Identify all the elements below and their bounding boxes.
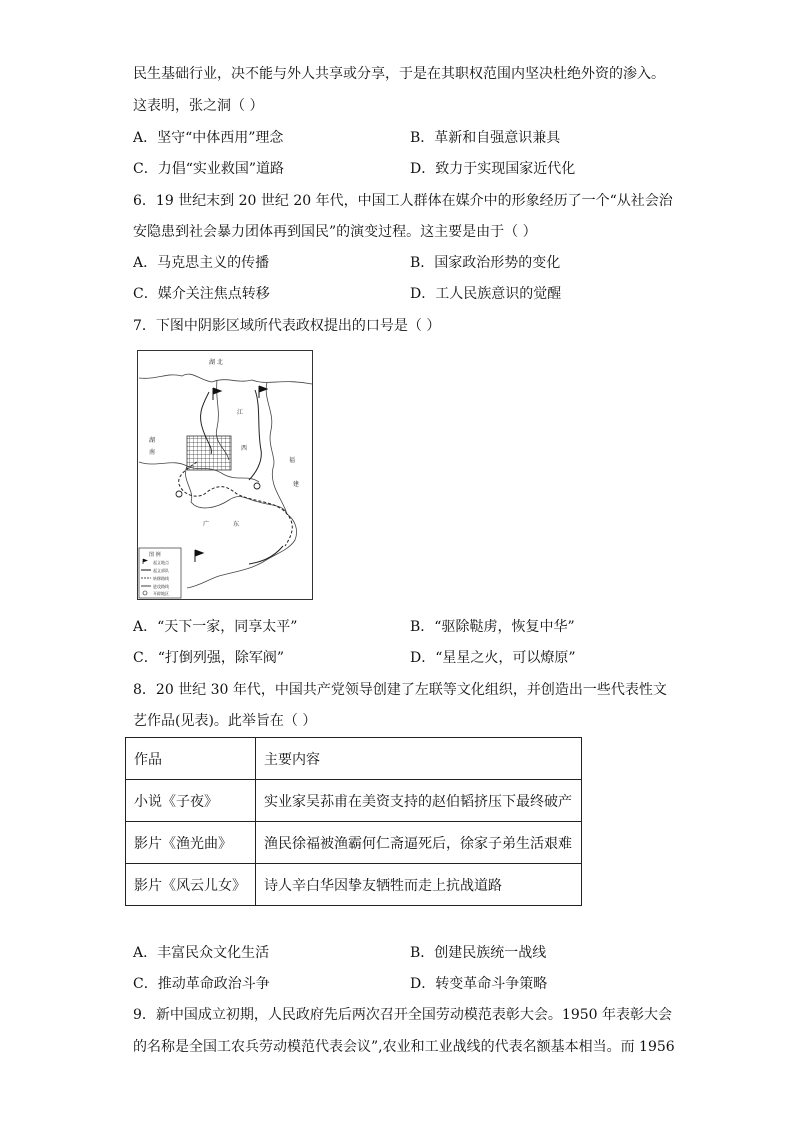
map-label-hunan-2: 南 xyxy=(149,449,156,456)
question-9-stem-line-1: 9．新中国成立初期，人民政府先后两次召开全国劳动模范表彰大会。1950 年表彰大会 xyxy=(133,1007,672,1023)
question-8-stem-line-1: 8．20 世纪 30 年代，中国共产党领导创建了左联等文化组织，并创造出一些代表性文 xyxy=(133,682,667,698)
question-5-stem-line-2: 这表明，张之洞（ ） xyxy=(133,98,264,114)
q7-option-a[interactable]: A．“天下一家，同享太平” xyxy=(133,619,298,635)
legend-item-1: 起义地点 xyxy=(153,560,169,565)
q7-option-d[interactable]: D．“星星之火，可以燎原” xyxy=(410,650,576,666)
q5-option-c[interactable]: C．力倡“实业救国”道路 xyxy=(133,161,285,177)
q5-option-a[interactable]: A．坚守“中体西用”理念 xyxy=(133,130,284,146)
question-6-stem-line-1: 6．19 世纪末到 20 世纪 20 年代，中国工人群体在媒介中的形象经历了一个“从社会治 xyxy=(133,193,673,209)
legend-item-5: 开辟地区 xyxy=(153,591,169,596)
q6-option-d[interactable]: D．工人民族意识的觉醒 xyxy=(410,286,562,302)
revolution-base-map xyxy=(137,350,313,600)
map-label-hunan-1: 湖 xyxy=(149,437,156,444)
map-label-jiang: 江 xyxy=(237,409,244,416)
legend-title: 图 例 xyxy=(149,552,161,558)
question-8-stem-line-2: 艺作品(见表)。此举旨在（ ） xyxy=(133,713,317,729)
q8-option-d[interactable]: D．转变革命斗争策略 xyxy=(410,976,548,992)
question-5-stem-line-1: 民生基础行业，决不能与外人共享或分享，于是在其职权范围内坚决杜绝外资的渗入。 xyxy=(133,66,665,82)
table-cell: 影片《渔光曲》 xyxy=(126,822,256,864)
q6-option-a[interactable]: A．马克思主义的传播 xyxy=(133,255,270,271)
map-label-dong: 东 xyxy=(233,521,240,528)
q5-option-d[interactable]: D．致力于实现国家近代化 xyxy=(410,161,576,177)
map-label-jian: 建 xyxy=(293,481,300,488)
map-label-xi: 西 xyxy=(241,445,248,452)
map-label-guang: 广 xyxy=(203,521,210,528)
table-cell: 诗人辛白华因挚友牺牲而走上抗战道路 xyxy=(256,864,582,906)
legend-item-3: 转移路线 xyxy=(153,576,169,581)
works-table xyxy=(125,737,582,906)
table-cell: 实业家吴荪甫在美资支持的赵伯韬挤压下最终破产 xyxy=(256,780,582,822)
table-header-cell: 作品 xyxy=(126,738,256,780)
table-row xyxy=(126,864,582,906)
table-cell: 小说《子夜》 xyxy=(126,780,256,822)
map-label-fu: 福 xyxy=(289,457,296,464)
table-header-row xyxy=(126,738,582,780)
q6-option-b[interactable]: B．国家政治形势的变化 xyxy=(410,255,561,271)
table-row xyxy=(126,822,582,864)
q8-option-a[interactable]: A．丰富民众文化生活 xyxy=(133,945,270,961)
q7-option-b[interactable]: B．“驱除鞑虏，恢复中华” xyxy=(410,619,575,635)
q7-option-c[interactable]: C．“打倒列强，除军阀” xyxy=(133,650,285,666)
table-row xyxy=(126,780,582,822)
question-9-stem-line-2: 的名称是全国工农兵劳动模范代表会议”,农业和工业战线的代表名额基本相当。而 1956 xyxy=(133,1039,675,1055)
q5-option-b[interactable]: B．革新和自强意识兼具 xyxy=(410,130,561,146)
map-label-hubei: 湖 北 xyxy=(209,359,223,366)
q6-option-c[interactable]: C．媒介关注焦点转移 xyxy=(133,286,270,302)
table-cell: 渔民徐福被渔霸何仁斋逼死后，徐家子弟生活艰难 xyxy=(256,822,582,864)
question-6-stem-line-2: 安隐患到社会暴力团体再到国民”的演变过程。这主要是由于（ ） xyxy=(133,224,537,240)
legend-item-4: 进攻路线 xyxy=(153,584,169,589)
table-cell: 影片《风云儿女》 xyxy=(126,864,256,906)
question-7-stem: 7．下图中阴影区域所代表政权提出的口号是（ ） xyxy=(133,318,441,334)
legend-item-2: 起义部队 xyxy=(153,568,169,573)
table-header-cell: 主要内容 xyxy=(256,738,582,780)
q8-option-b[interactable]: B．创建民族统一战线 xyxy=(410,945,547,961)
q8-option-c[interactable]: C．推动革命政治斗争 xyxy=(133,976,270,992)
